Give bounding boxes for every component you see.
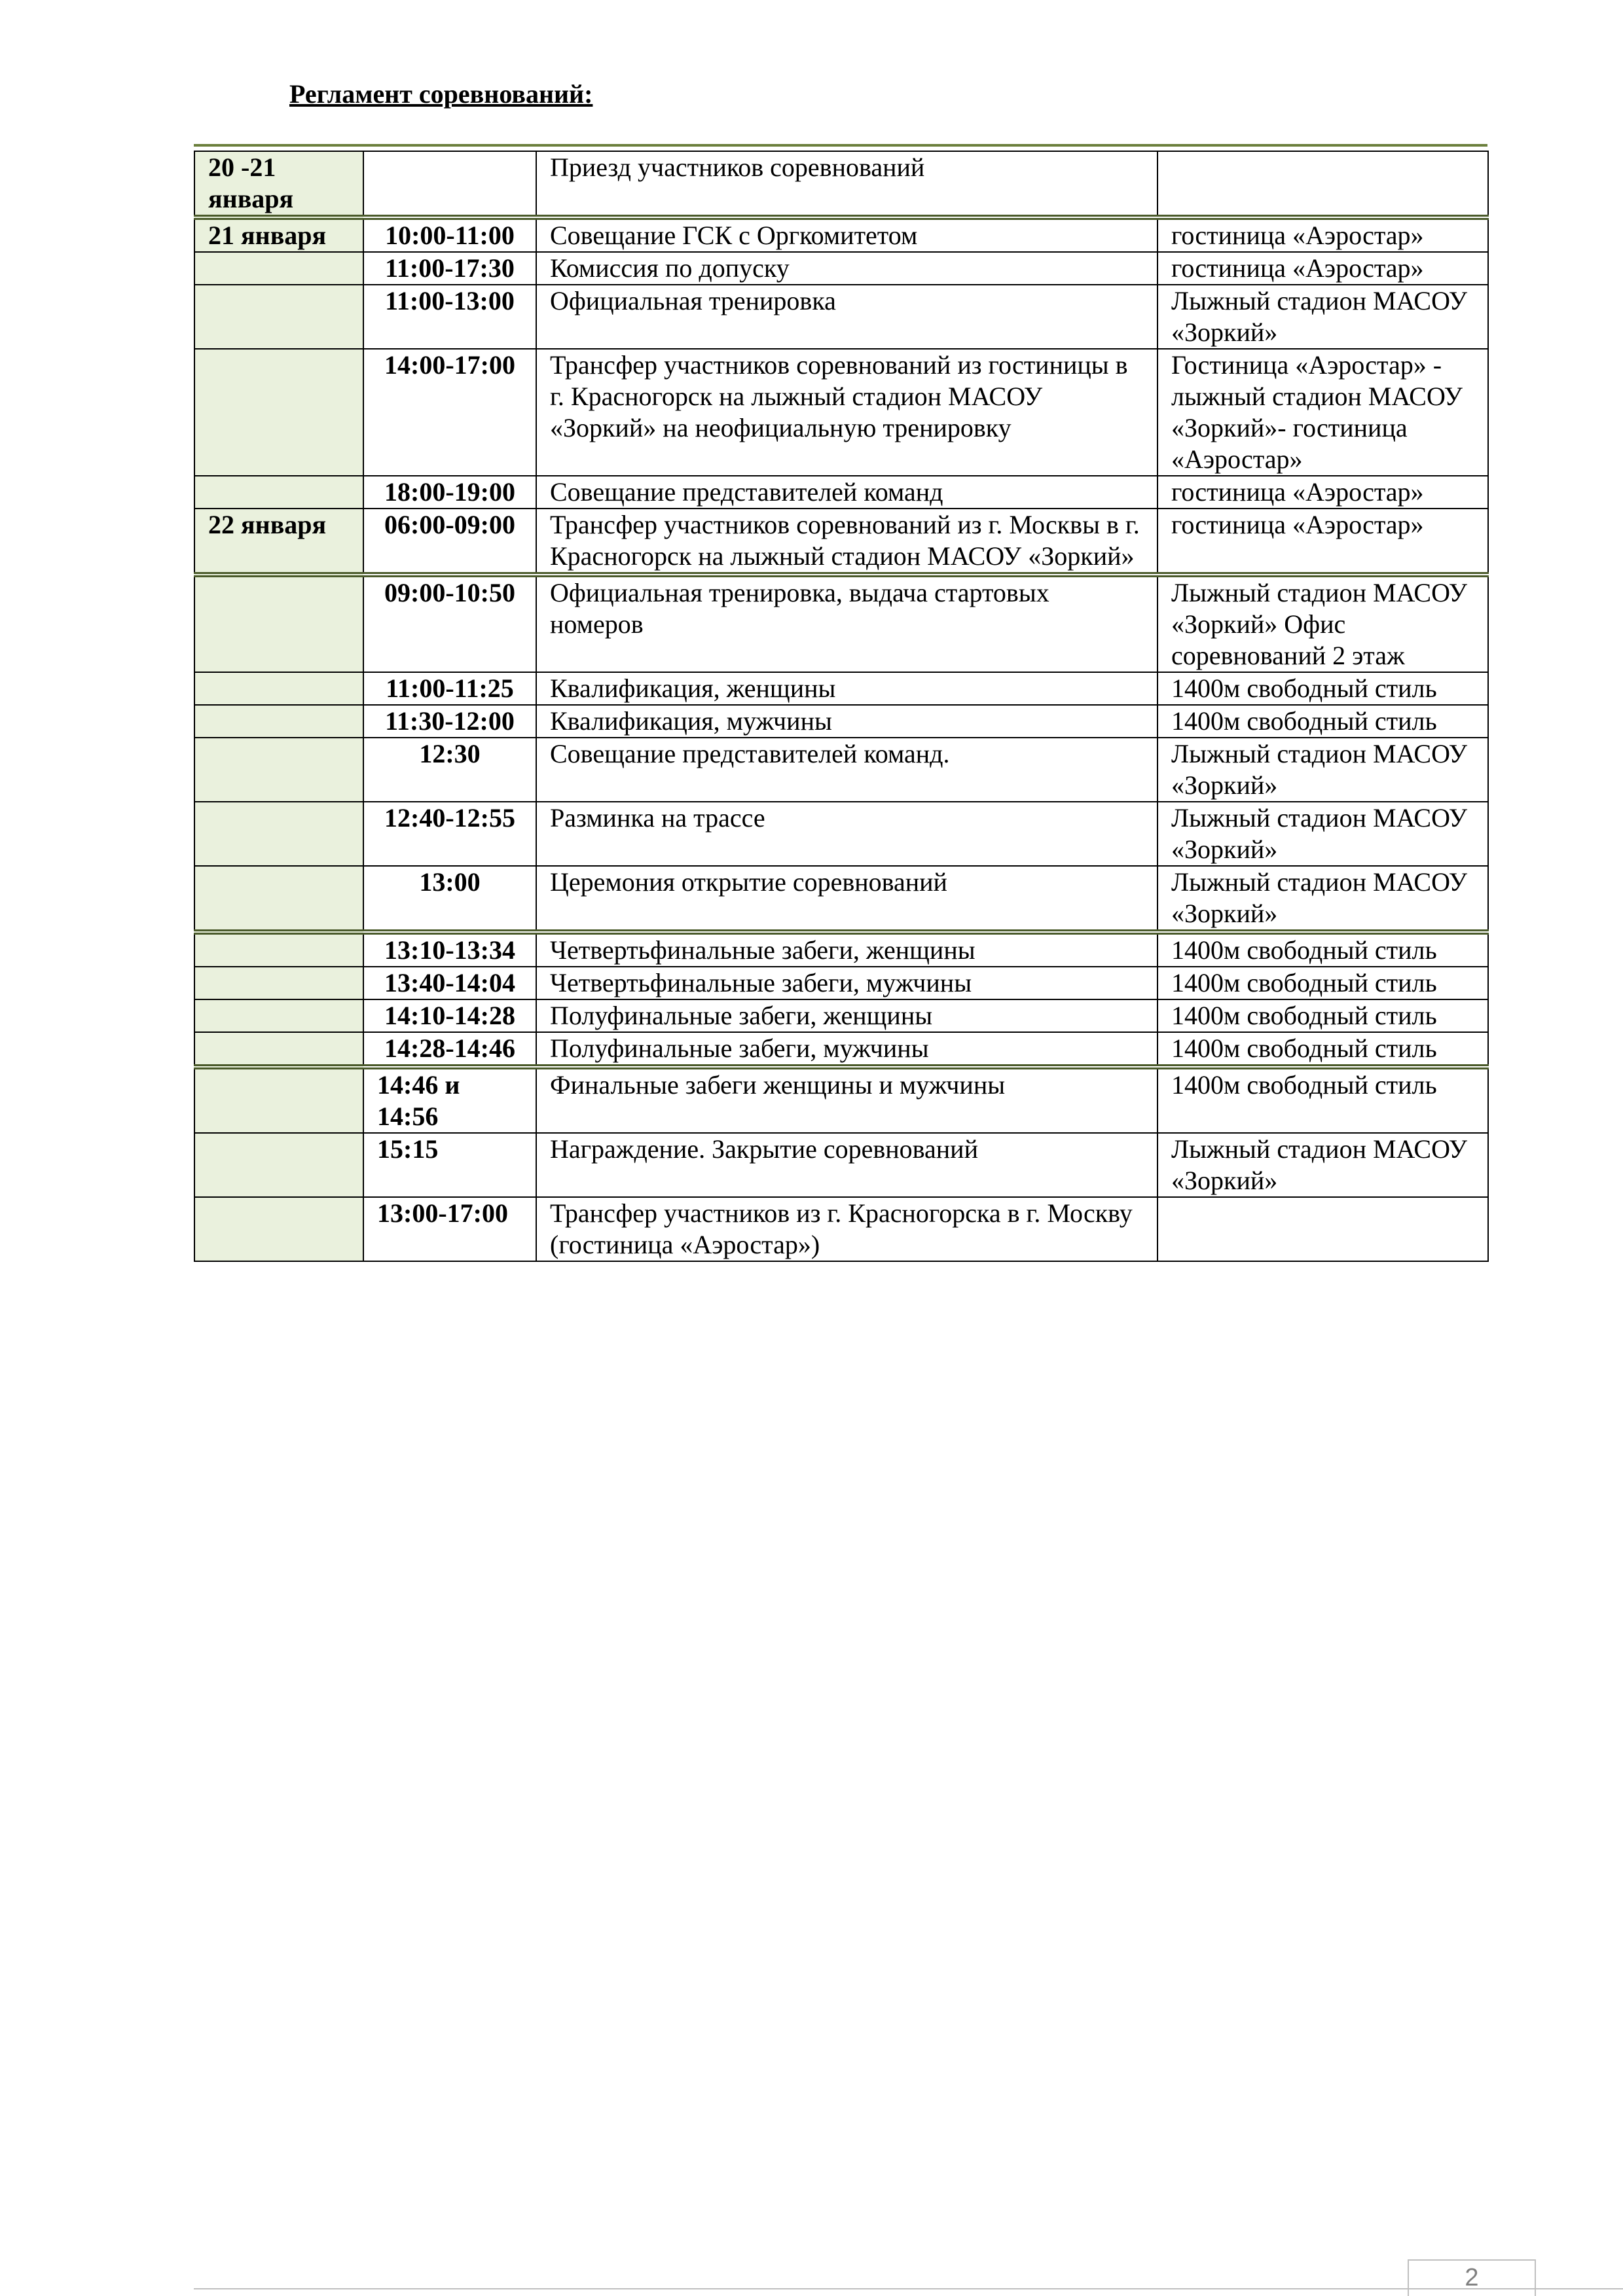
location-cell xyxy=(1158,1197,1488,1261)
table-row xyxy=(194,705,1488,738)
table-row xyxy=(194,672,1488,705)
location-cell: 1400м свободный стиль xyxy=(1158,1067,1488,1133)
location-cell: гостиница «Аэростар» xyxy=(1158,509,1488,575)
event-cell: Официальная тренировка, выдача стартовых номеров xyxy=(536,575,1158,672)
time-cell: 12:30 xyxy=(363,738,536,802)
location-cell: гостиница «Аэростар» xyxy=(1158,217,1488,252)
date-cell xyxy=(194,802,363,866)
time-cell: 18:00-19:00 xyxy=(363,476,536,509)
schedule-table xyxy=(194,151,1489,1262)
date-cell: 20 -21 января xyxy=(194,151,363,217)
date-cell xyxy=(194,575,363,672)
time-cell: 09:00-10:50 xyxy=(363,575,536,672)
location-cell xyxy=(1158,151,1488,217)
date-cell: 21 января xyxy=(194,217,363,252)
table-row xyxy=(194,999,1488,1032)
date-cell xyxy=(194,866,363,932)
location-cell: 1400м свободный стиль xyxy=(1158,932,1488,967)
date-cell: 22 января xyxy=(194,509,363,575)
event-cell: Полуфинальные забеги, женщины xyxy=(536,999,1158,1032)
location-cell: Лыжный стадион МАСОУ «Зоркий» xyxy=(1158,1133,1488,1197)
event-cell: Трансфер участников из г. Красногорска в г. Москву (гостиница «Аэростар») xyxy=(536,1197,1158,1261)
location-cell: Лыжный стадион МАСОУ «Зоркий» xyxy=(1158,738,1488,802)
event-cell: Церемония открытие соревнований xyxy=(536,866,1158,932)
date-cell xyxy=(194,672,363,705)
schedule-table-wrapper xyxy=(194,144,1487,1262)
table-row xyxy=(194,738,1488,802)
event-cell: Совещание представителей команд xyxy=(536,476,1158,509)
location-cell: 1400м свободный стиль xyxy=(1158,999,1488,1032)
location-cell: гостиница «Аэростар» xyxy=(1158,252,1488,285)
event-cell: Комиссия по допуску xyxy=(536,252,1158,285)
table-row xyxy=(194,932,1488,967)
table-row xyxy=(194,285,1488,349)
event-cell: Финальные забеги женщины и мужчины xyxy=(536,1067,1158,1133)
event-cell: Совещание представителей команд. xyxy=(536,738,1158,802)
page-title: Регламент соревнований: xyxy=(289,79,593,109)
time-cell: 13:00-17:00 xyxy=(363,1197,536,1261)
table-row xyxy=(194,252,1488,285)
table-row xyxy=(194,509,1488,575)
date-cell xyxy=(194,738,363,802)
date-cell xyxy=(194,1133,363,1197)
time-cell: 14:00-17:00 xyxy=(363,349,536,476)
date-cell xyxy=(194,999,363,1032)
location-cell: гостиница «Аэростар» xyxy=(1158,476,1488,509)
date-cell xyxy=(194,285,363,349)
time-cell: 06:00-09:00 xyxy=(363,509,536,575)
time-cell: 11:30-12:00 xyxy=(363,705,536,738)
date-cell xyxy=(194,932,363,967)
time-cell: 11:00-13:00 xyxy=(363,285,536,349)
time-cell: 11:00-17:30 xyxy=(363,252,536,285)
event-cell: Квалификация, мужчины xyxy=(536,705,1158,738)
event-cell: Разминка на трассе xyxy=(536,802,1158,866)
time-cell: 11:00-11:25 xyxy=(363,672,536,705)
table-row xyxy=(194,476,1488,509)
location-cell: Лыжный стадион МАСОУ «Зоркий» xyxy=(1158,866,1488,932)
time-cell: 14:10-14:28 xyxy=(363,999,536,1032)
table-row xyxy=(194,1067,1488,1133)
date-cell xyxy=(194,1197,363,1261)
event-cell: Награждение. Закрытие соревнований xyxy=(536,1133,1158,1197)
time-cell: 12:40-12:55 xyxy=(363,802,536,866)
time-cell xyxy=(363,151,536,217)
page-number: 2 xyxy=(1408,2259,1536,2296)
table-row xyxy=(194,217,1488,252)
table-top-rule xyxy=(194,144,1487,147)
event-cell: Трансфер участников соревнований из г. Москвы в г. Красногорск на лыжный стадион МАСОУ «Зоркий» xyxy=(536,509,1158,575)
location-cell: Лыжный стадион МАСОУ «Зоркий» Офис соревнований 2 этаж xyxy=(1158,575,1488,672)
time-cell: 13:00 xyxy=(363,866,536,932)
date-cell xyxy=(194,476,363,509)
table-row xyxy=(194,1197,1488,1261)
date-cell xyxy=(194,705,363,738)
table-row xyxy=(194,967,1488,999)
time-cell: 14:28-14:46 xyxy=(363,1032,536,1067)
table-row xyxy=(194,1133,1488,1197)
table-row xyxy=(194,1032,1488,1067)
time-cell: 14:46 и 14:56 xyxy=(363,1067,536,1133)
table-row xyxy=(194,575,1488,672)
event-cell: Полуфинальные забеги, мужчины xyxy=(536,1032,1158,1067)
location-cell: 1400м свободный стиль xyxy=(1158,967,1488,999)
event-cell: Официальная тренировка xyxy=(536,285,1158,349)
date-cell xyxy=(194,967,363,999)
event-cell: Трансфер участников соревнований из гостиницы в г. Красногорск на лыжный стадион МАСОУ «Зоркий» на неофициальную тренировку xyxy=(536,349,1158,476)
event-cell: Квалификация, женщины xyxy=(536,672,1158,705)
time-cell: 15:15 xyxy=(363,1133,536,1197)
event-cell: Четвертьфинальные забеги, мужчины xyxy=(536,967,1158,999)
table-row xyxy=(194,349,1488,476)
location-cell: 1400м свободный стиль xyxy=(1158,705,1488,738)
time-cell: 13:40-14:04 xyxy=(363,967,536,999)
location-cell: Лыжный стадион МАСОУ «Зоркий» xyxy=(1158,285,1488,349)
event-cell: Совещание ГСК с Оргкомитетом xyxy=(536,217,1158,252)
location-cell: 1400м свободный стиль xyxy=(1158,1032,1488,1067)
date-cell xyxy=(194,252,363,285)
table-row xyxy=(194,802,1488,866)
location-cell: Гостиница «Аэростар» - лыжный стадион МАСОУ «Зоркий»- гостиница «Аэростар» xyxy=(1158,349,1488,476)
table-row xyxy=(194,151,1488,217)
date-cell xyxy=(194,1067,363,1133)
event-cell: Четвертьфинальные забеги, женщины xyxy=(536,932,1158,967)
time-cell: 10:00-11:00 xyxy=(363,217,536,252)
date-cell xyxy=(194,1032,363,1067)
date-cell xyxy=(194,349,363,476)
time-cell: 13:10-13:34 xyxy=(363,932,536,967)
location-cell: Лыжный стадион МАСОУ «Зоркий» xyxy=(1158,802,1488,866)
event-cell: Приезд участников соревнований xyxy=(536,151,1158,217)
table-row xyxy=(194,866,1488,932)
location-cell: 1400м свободный стиль xyxy=(1158,672,1488,705)
